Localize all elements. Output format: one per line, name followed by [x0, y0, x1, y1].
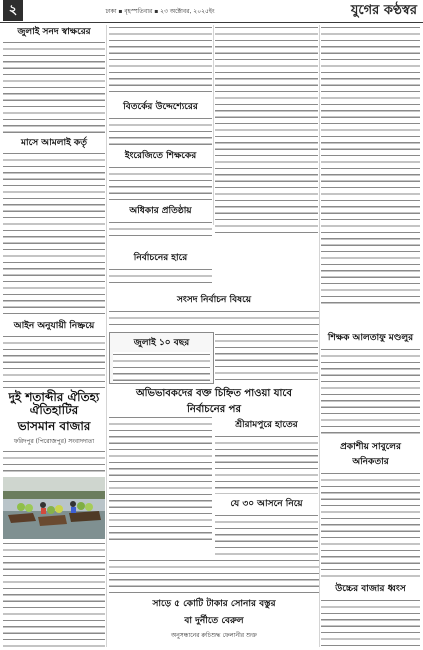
article-text	[3, 40, 105, 136]
headline: বিতর্কের উদ্দেশ্যেরের	[123, 102, 198, 112]
byline: ফরিদপুর (পিরোজপুর) সংবাদদাতা	[13, 438, 95, 445]
column-1	[3, 25, 105, 647]
subheadline: অনুসন্ধানের রুচিশুদ্ধ ফেলানীর শুক্ত	[171, 632, 257, 639]
article-text	[321, 347, 420, 437]
article-text	[321, 471, 420, 579]
center-story-2	[109, 384, 319, 414]
column-3	[215, 25, 318, 245]
market-photo	[3, 477, 105, 539]
headline: আইন অনুযায়ী নিষ্ক্রয়ে	[13, 321, 95, 331]
center-col-text	[215, 332, 318, 382]
center-story-3	[109, 558, 319, 648]
article-text	[109, 267, 212, 288]
article-text	[321, 598, 420, 648]
column-4	[321, 25, 420, 325]
article-text	[109, 116, 212, 146]
headline: যে ৩০ আসনে নিয়ে	[230, 499, 303, 509]
issue-dateline: ঢাকা ▪ বৃহস্পতিবার ▪ ২৩ অক্টোবর, ২০২৫ইং	[105, 8, 215, 15]
center-story-1	[109, 290, 319, 330]
article-text	[3, 151, 105, 319]
headline: উচ্চের বাজার ধ্বংস	[335, 584, 406, 594]
center-col-b	[215, 415, 318, 555]
article-text	[215, 513, 318, 555]
article-text	[3, 541, 105, 647]
article-text	[109, 165, 212, 201]
headline: নির্বাচনের হারে	[133, 253, 188, 263]
headline: প্রকাশীয় সাবুলের অনিকতার	[340, 442, 401, 467]
column-rule	[319, 25, 320, 647]
article-text	[215, 25, 318, 233]
page-number: ২	[3, 0, 23, 21]
article-text	[215, 332, 318, 380]
headline: মাসে আমলাই কর্তৃ	[21, 138, 87, 148]
masthead	[0, 0, 423, 23]
article-text	[215, 434, 318, 494]
box-block	[109, 248, 212, 288]
headline: শ্রীরামপুরে হাতের	[235, 420, 298, 430]
article-text	[3, 449, 105, 475]
article-text	[3, 334, 105, 388]
column-4-lower	[321, 328, 420, 648]
headline: বা দুর্নীতে বেরুল	[184, 616, 244, 626]
headline: সংসদ নির্বাচন বিষয়ে	[176, 295, 252, 305]
newspaper-brand: যুগের কণ্ঠস্বর	[350, 3, 417, 18]
headline: অধিকার প্রতিষ্ঠায়	[129, 206, 192, 216]
column-rule	[106, 25, 107, 647]
center-box	[109, 332, 214, 384]
headline: জুলাই সনদ স্বাক্ষরের	[17, 27, 91, 37]
headline: ভাসমান বাজার	[17, 419, 91, 433]
article-text	[109, 415, 212, 545]
article-text	[109, 25, 212, 97]
headline: শিক্ষক আলতাফু মণ্ডলুর	[327, 333, 414, 343]
headline: নির্বাচনের পর	[187, 404, 241, 414]
article-text	[109, 220, 212, 240]
headline: অভিভাবকদের বক্ত চিহ্নিত পাওয়া যাবে	[135, 388, 292, 399]
article-text	[321, 25, 420, 307]
center-col-a	[109, 415, 212, 555]
article-text	[109, 309, 319, 330]
article-text	[109, 558, 319, 594]
headline: ইংরেজিতে শিক্ষকের	[124, 151, 197, 161]
headline: জুলাই ১০ বছর	[133, 338, 190, 348]
column-2	[109, 25, 212, 245]
article-text	[113, 352, 210, 384]
boat-market-photo	[3, 477, 105, 539]
headline: দুই শতাব্দীর ঐতিহ্য ঐতিহাটির	[8, 390, 100, 417]
headline: সাড়ে ৫ কোটি টাকার সোনার বস্তুর	[152, 599, 276, 609]
column-rule	[213, 25, 214, 225]
